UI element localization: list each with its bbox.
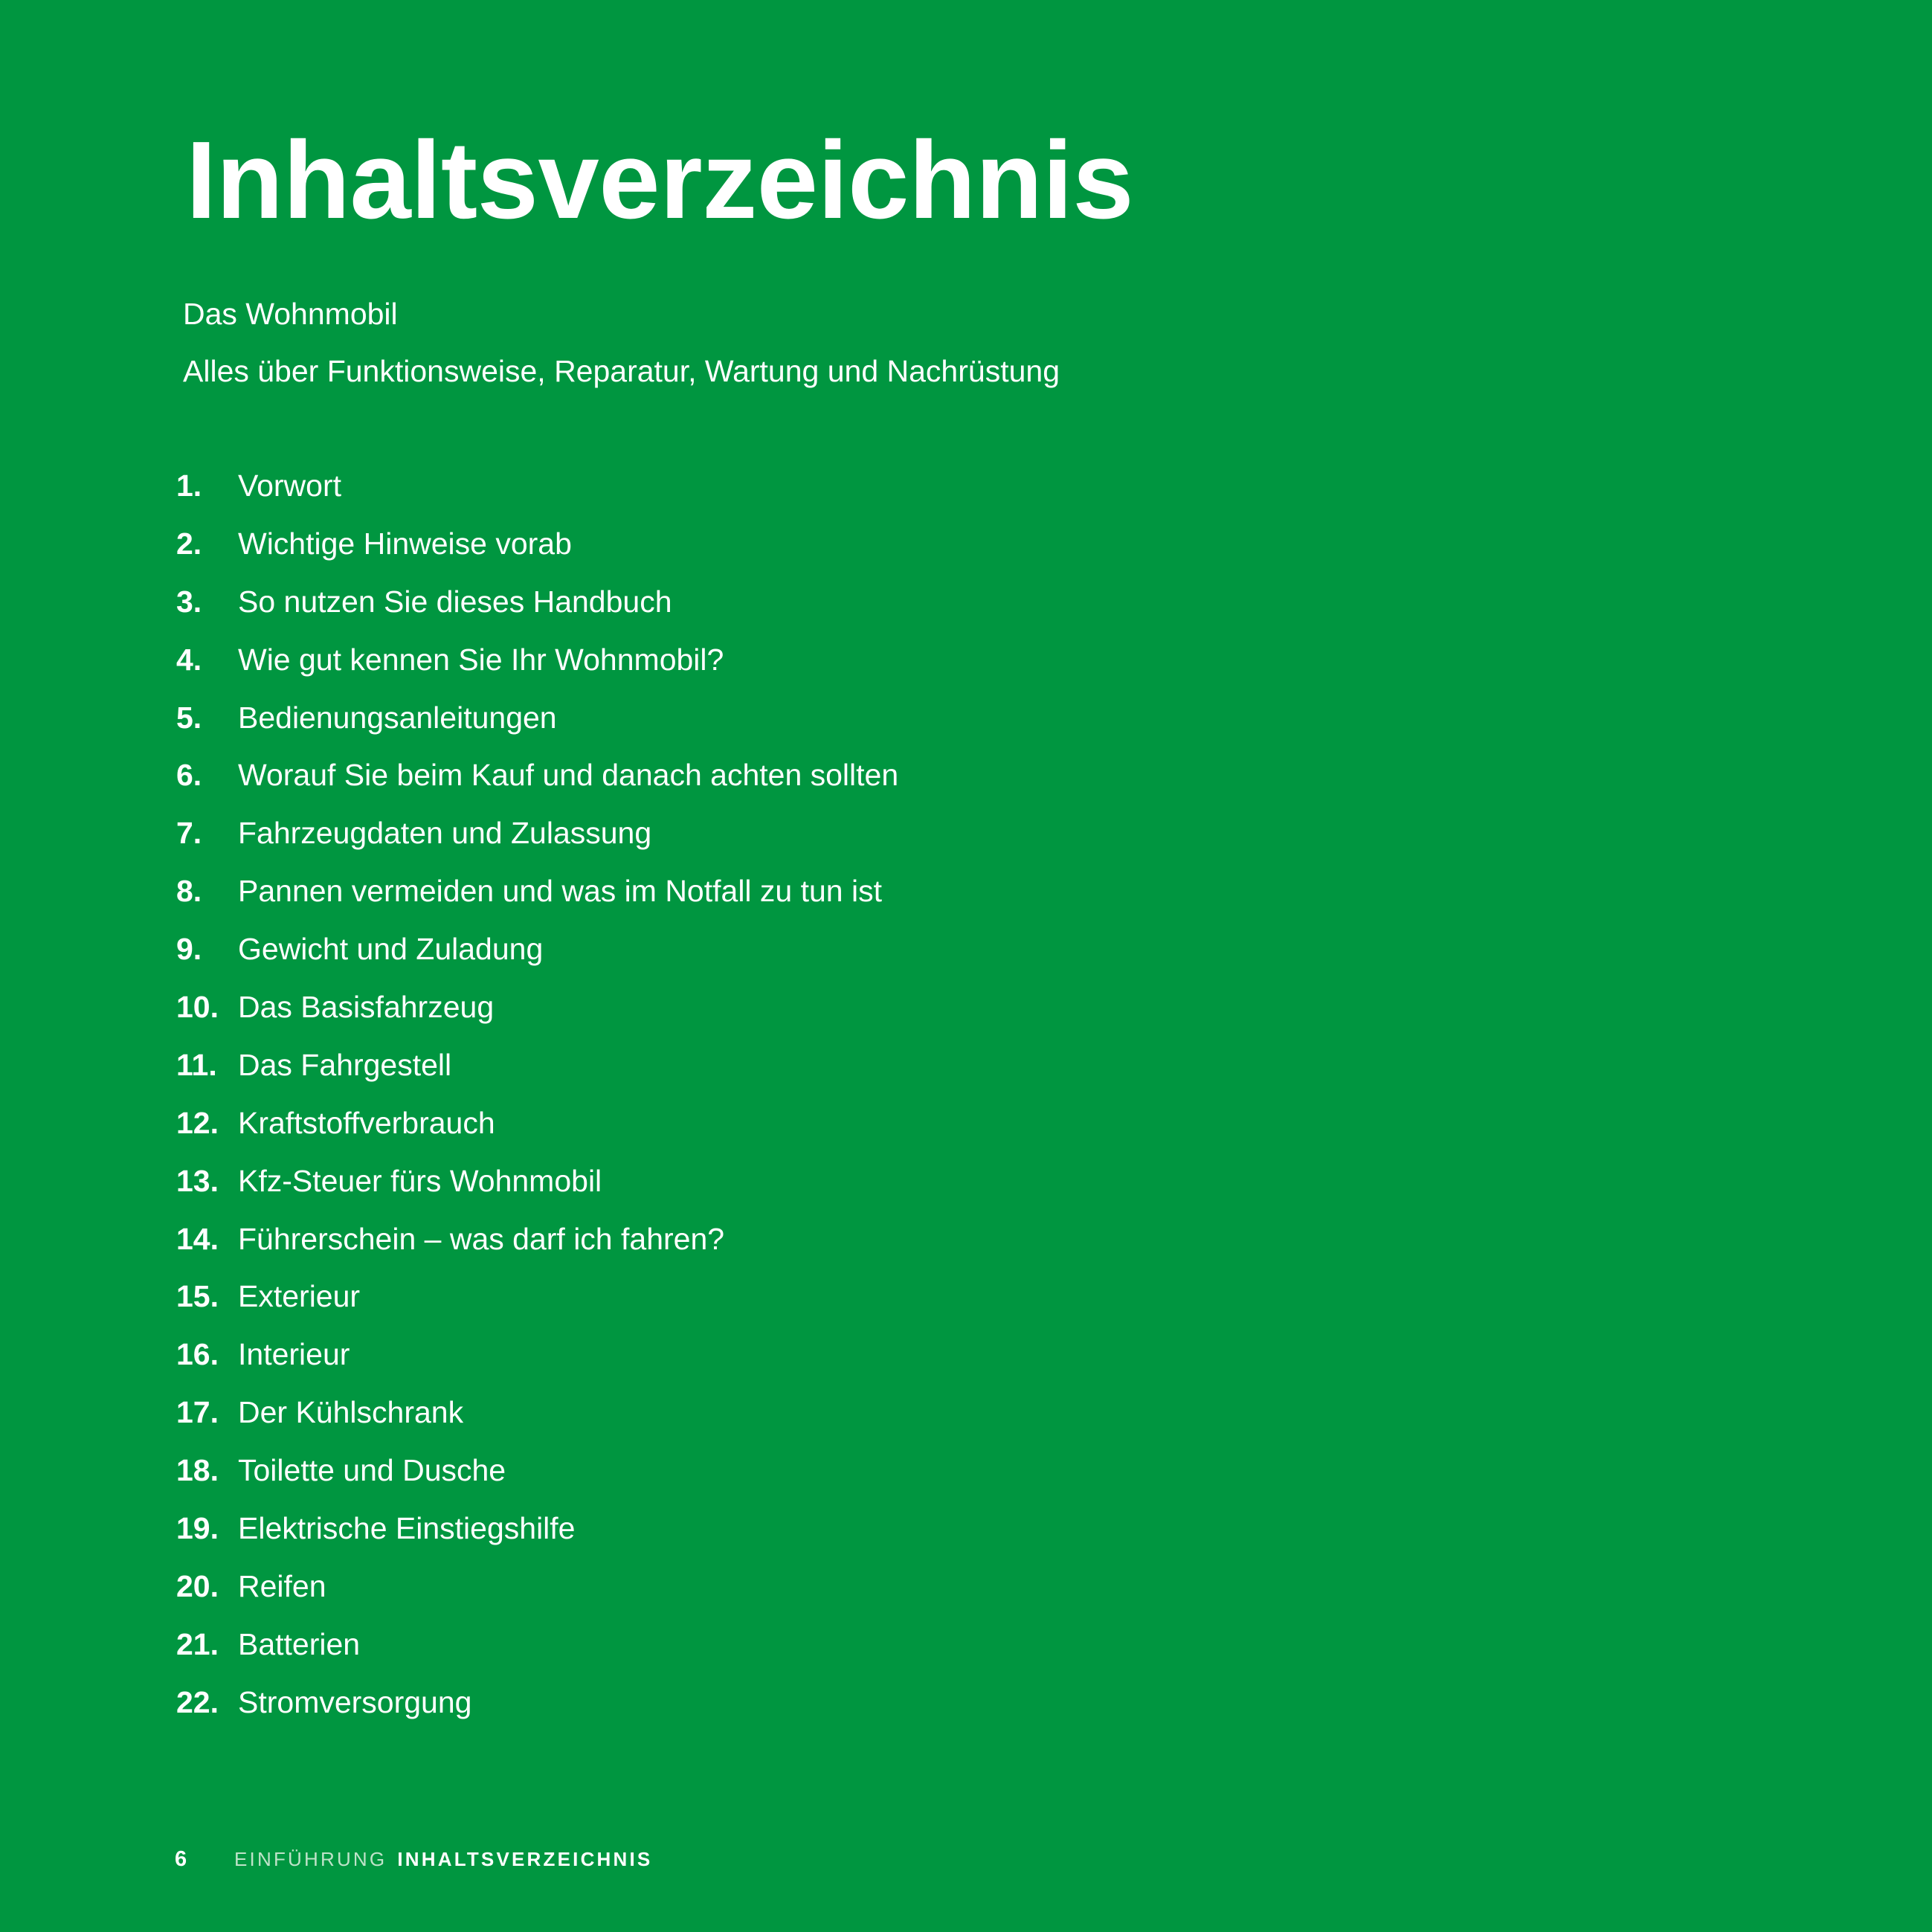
toc-label: Interieur — [238, 1337, 350, 1372]
toc-label: Das Fahrgestell — [238, 1047, 452, 1082]
toc-item-4[interactable] — [176, 642, 898, 700]
toc-item-6[interactable] — [176, 757, 898, 815]
toc-item-11[interactable] — [176, 1047, 898, 1105]
page-title: Inhaltsverzeichnis — [186, 119, 1134, 242]
page-footer — [175, 1847, 652, 1872]
toc-number: 9. — [176, 932, 202, 967]
toc-item-13[interactable] — [176, 1163, 898, 1221]
toc-number: 21. — [176, 1626, 219, 1661]
toc-number: 14. — [176, 1221, 219, 1256]
toc-item-17[interactable] — [176, 1394, 898, 1452]
toc-item-15[interactable] — [176, 1278, 898, 1336]
toc-item-19[interactable] — [176, 1510, 898, 1568]
toc-label: Exterieur — [238, 1279, 361, 1314]
toc-number: 13. — [176, 1163, 219, 1198]
toc-item-1[interactable] — [176, 468, 898, 526]
toc-item-5[interactable] — [176, 700, 898, 758]
toc-number: 11. — [176, 1047, 217, 1082]
toc-number: 8. — [176, 874, 202, 909]
toc-label: Gewicht und Zuladung — [238, 932, 544, 967]
toc-item-20[interactable] — [176, 1568, 898, 1626]
toc-label: Pannen vermeiden und was im Notfall zu tun ist — [238, 874, 883, 909]
toc-label: Wichtige Hinweise vorab — [238, 526, 572, 561]
toc-number: 2. — [176, 526, 202, 561]
book-subtitle: Alles über Funktionsweise, Reparatur, Wartung und Nachrüstung — [183, 354, 1060, 388]
toc-label: Toilette und Dusche — [238, 1453, 506, 1488]
toc-number: 3. — [176, 584, 202, 619]
toc-item-7[interactable] — [176, 815, 898, 873]
toc-number: 22. — [176, 1684, 219, 1719]
toc-number: 20. — [176, 1568, 219, 1603]
toc-label: Der Kühlschrank — [238, 1395, 464, 1430]
toc-label: Das Basisfahrzeug — [238, 990, 495, 1025]
toc-item-12[interactable] — [176, 1105, 898, 1163]
toc-label: Führerschein – was darf ich fahren? — [238, 1221, 725, 1256]
toc-number: 16. — [176, 1337, 219, 1372]
toc-item-3[interactable] — [176, 584, 898, 642]
page-number: 6 — [175, 1847, 187, 1871]
running-header-section: EINFÜHRUNG — [234, 1848, 387, 1870]
running-header-chapter: INHALTSVERZEICHNIS — [397, 1848, 653, 1870]
toc-number: 12. — [176, 1105, 219, 1140]
toc-number: 6. — [176, 758, 202, 793]
book-title: Das Wohnmobil — [183, 297, 398, 331]
toc-label: Wie gut kennen Sie Ihr Wohnmobil? — [238, 642, 724, 677]
toc-label: Kraftstoffverbrauch — [238, 1105, 495, 1140]
toc-number: 19. — [176, 1511, 219, 1546]
toc-label: Bedienungsanleitungen — [238, 700, 557, 735]
toc-item-16[interactable] — [176, 1336, 898, 1394]
toc-label: So nutzen Sie dieses Handbuch — [238, 584, 672, 619]
table-of-contents — [176, 468, 898, 1742]
toc-item-2[interactable] — [176, 526, 898, 584]
toc-item-22[interactable] — [176, 1684, 898, 1742]
toc-label: Fahrzeugdaten und Zulassung — [238, 816, 652, 851]
toc-number: 15. — [176, 1279, 219, 1314]
toc-number: 4. — [176, 642, 202, 677]
toc-number: 17. — [176, 1395, 219, 1430]
toc-item-21[interactable] — [176, 1626, 898, 1684]
toc-number: 10. — [176, 990, 219, 1025]
toc-label: Kfz-Steuer fürs Wohnmobil — [238, 1163, 602, 1198]
toc-label: Worauf Sie beim Kauf und danach achten sollten — [238, 758, 899, 793]
toc-item-10[interactable] — [176, 989, 898, 1047]
toc-number: 1. — [176, 468, 202, 503]
toc-number: 5. — [176, 700, 202, 735]
toc-label: Batterien — [238, 1626, 361, 1661]
toc-item-9[interactable] — [176, 931, 898, 989]
toc-item-8[interactable] — [176, 873, 898, 931]
toc-label: Vorwort — [238, 468, 341, 503]
toc-label: Reifen — [238, 1568, 326, 1603]
toc-number: 7. — [176, 816, 202, 851]
toc-label: Stromversorgung — [238, 1684, 472, 1719]
toc-number: 18. — [176, 1453, 219, 1488]
toc-item-14[interactable] — [176, 1221, 898, 1279]
toc-label: Elektrische Einstiegshilfe — [238, 1511, 576, 1546]
toc-item-18[interactable] — [176, 1452, 898, 1510]
